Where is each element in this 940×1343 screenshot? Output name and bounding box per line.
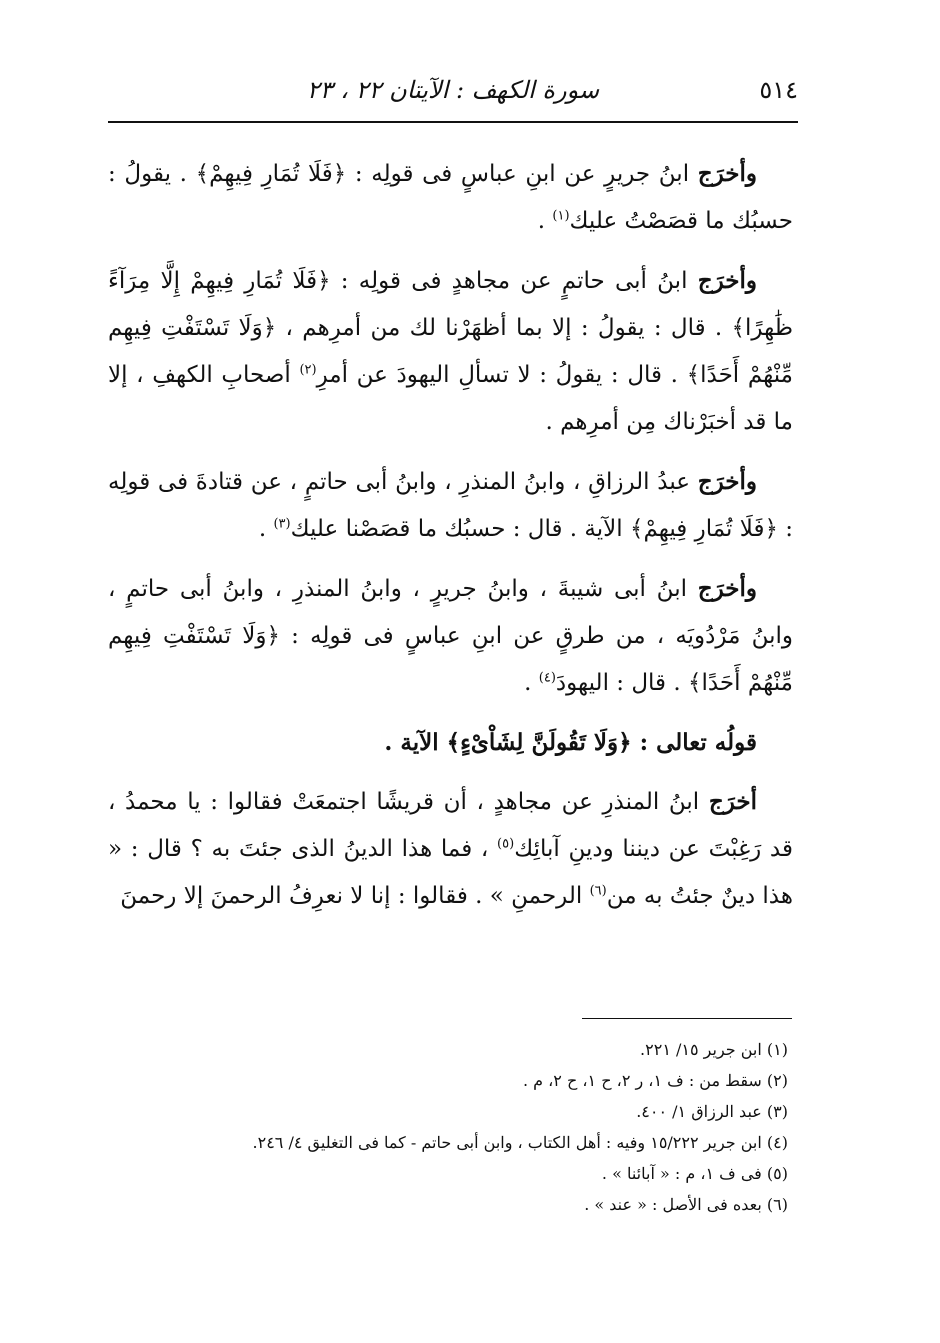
paragraph-text: عبدُ الرزاقِ ، وابنُ المنذرِ ، وابنُ أبى حاتمٍ ، عن قتادةَ فى قولِه : ﴿فَلَا تُمَارِ فِيهِمْ﴾ الآية . قال : حسبُك ما قصَصْنا عليك bbox=[108, 469, 793, 542]
footnote: (٥) فى ف ١، م : « آبائنا » . bbox=[601, 1164, 788, 1183]
heading-lead: قولُه تعالى : bbox=[639, 729, 757, 756]
paragraph-text: ابنُ جريرٍ عن ابنِ عباسٍ فى قولِه : ﴿فَلَا تُمَارِ فِيهِمْ﴾ . يقولُ : حسبُك ما قصَصْتُ عليك bbox=[108, 161, 793, 234]
footnote: (٣) عبد الرزاق ١/ ٤٠٠. bbox=[636, 1102, 788, 1121]
paragraph-lead: وأخرَج bbox=[697, 160, 757, 187]
paragraph-lead: وأخرَج bbox=[697, 468, 757, 495]
paragraph-tail: . bbox=[524, 670, 539, 696]
paragraph-lead: وأخرَج bbox=[697, 575, 757, 602]
paragraph bbox=[108, 778, 793, 920]
paragraph-tail: أصحابِ الكهفِ ، إلا ما قد أخبَرْناك مِن أمرِهم . bbox=[108, 362, 793, 435]
footnote-marker: (٥) bbox=[497, 836, 515, 852]
footnote-marker: (٦) bbox=[589, 883, 607, 899]
footnote: (١) ابن جرير ١٥/ ٢٢١. bbox=[640, 1040, 788, 1059]
section-heading bbox=[108, 719, 793, 766]
paragraph bbox=[108, 565, 793, 707]
footnote: (٤) ابن جرير ١٥/٢٢٢ وفيه : أهل الكتاب ، وابن أبى حاتم - كما فى التغليق ٤/ ٢٤٦. bbox=[252, 1133, 788, 1152]
paragraph-tail: . bbox=[537, 208, 553, 234]
paragraph bbox=[108, 150, 793, 245]
footnote-rule bbox=[582, 1018, 792, 1019]
heading-text: ﴿وَلَا تَقُولَنَّ لِشَاْىْءٍ﴾ الآية . bbox=[384, 729, 640, 756]
footnote-marker: (١) bbox=[552, 208, 570, 224]
page-header bbox=[108, 72, 798, 112]
footnote-marker: (٢) bbox=[299, 362, 317, 378]
footnote: (٢) سقط من : ف ١، ر ٢، ح ١، ح ٢، م . bbox=[522, 1071, 788, 1090]
paragraph bbox=[108, 257, 793, 446]
paragraph-text: ابنُ أبى حاتمٍ عن مجاهدٍ فى قولِه : ﴿فَلَا تُمَارِ فِيهِمْ إِلَّا مِرَآءً ظَٰهِرًا﴾ . قال : يقولُ : إلا بما أظهَرْنا لك من أمرِهم ، ﴿وَلَا تَسْتَفْتِ فِيهِم مِّنْهُمْ أَحَدًا﴾ . قال : يقولُ : لا تسألِ اليهودَ عن أمرِ bbox=[108, 268, 793, 388]
paragraph-tail: ، فما هذا الدينُ الذى جئتَ به ؟ قال : « هذا دينٌ جئتُ به من bbox=[108, 836, 793, 909]
main-text bbox=[108, 150, 793, 932]
footnote-marker: (٤) bbox=[538, 670, 556, 686]
paragraph-text: ابنُ أبى شيبةَ ، وابنُ جريرٍ ، وابنُ المنذرِ ، وابنُ أبى حاتمٍ ، وابنُ مَرْدُويَه ، من طرقٍ عن ابنِ عباسٍ فى قولِه : ﴿وَلَا تَسْتَفْتِ فِيهِم مِّنْهُمْ أَحَدًا﴾ . قال : اليهودَ bbox=[108, 576, 793, 696]
paragraph bbox=[108, 458, 793, 553]
page-number: ٥١٤ bbox=[759, 76, 798, 104]
paragraph-tail: الرحمنِ » . فقالوا : إنا لا نعرِفُ الرحمنَ إلا رحمنَ bbox=[120, 883, 590, 909]
header-rule bbox=[108, 121, 798, 123]
footnotes bbox=[108, 1034, 788, 1220]
footnote-marker: (٣) bbox=[273, 516, 291, 532]
paragraph-tail: . bbox=[258, 516, 274, 542]
paragraph-lead: أخرَج bbox=[708, 788, 757, 815]
footnote: (٦) بعده فى الأصل : « عند » . bbox=[584, 1195, 788, 1214]
running-title: سورة الكهف : الآيتان ٢٢ ، ٢٣ bbox=[306, 76, 600, 104]
paragraph-lead: وأخرَج bbox=[697, 267, 757, 294]
paragraph-text: ابنُ المنذرِ عن مجاهدٍ ، أن قريشًا اجتمعَتْ فقالوا : يا محمدُ ، قد رَغِبْتَ عن ديننا ودينِ آبائِك bbox=[108, 789, 794, 862]
